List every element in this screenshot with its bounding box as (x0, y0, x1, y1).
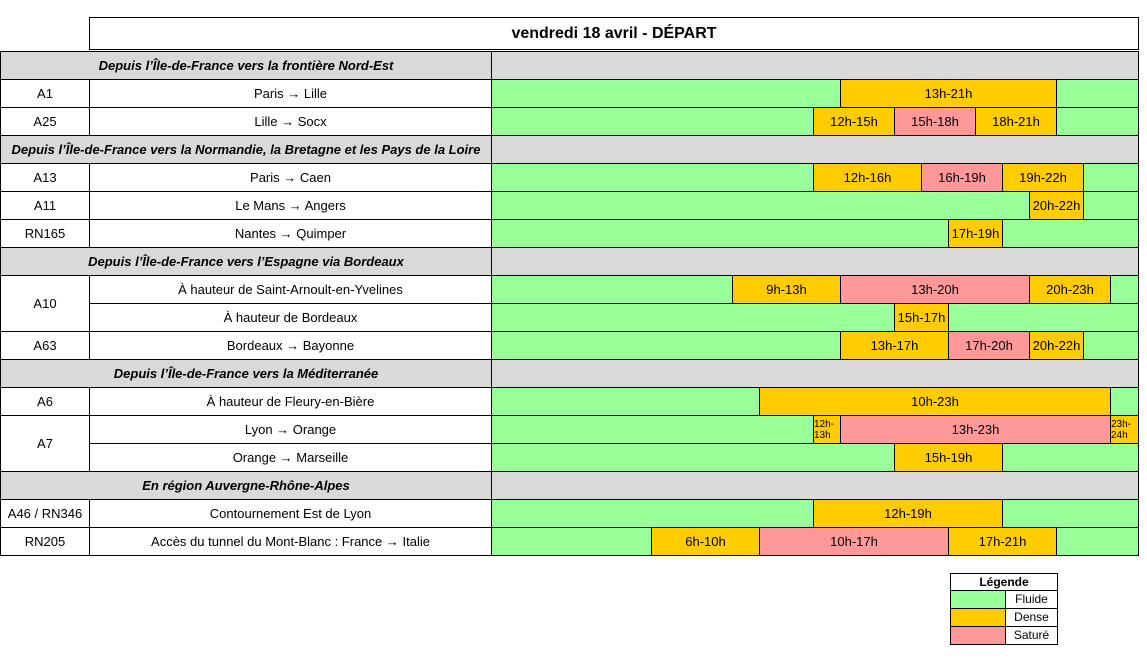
section-header-fill (491, 247, 1139, 276)
timeline-segment-fluide (1057, 79, 1139, 108)
timeline-segment-fluide (949, 303, 1139, 332)
timeline-segment-dense: 20h-22h (1030, 191, 1084, 220)
road-code: RN165 (0, 219, 90, 248)
section-header: En région Auvergne-Rhône-Alpes (0, 471, 492, 500)
legend-title: Légende (951, 574, 1057, 591)
timeline-segment-dense: 15h-19h (895, 443, 1003, 472)
timeline-segment-fluide (491, 415, 814, 444)
timeline-segment-fluide (491, 443, 895, 472)
legend-item-sature (951, 627, 1057, 644)
timeline-segment-fluide (491, 331, 841, 360)
section-header: Depuis l’Île-de-France vers la frontière Nord-Est (0, 51, 492, 80)
route-name: Le Mans → Angers (89, 191, 492, 220)
timeline-segment-sature: 17h-20h (949, 331, 1030, 360)
legend-label: Saturé (1013, 628, 1050, 642)
timeline-segment-dense: 20h-22h (1030, 331, 1084, 360)
timeline-segment-fluide (491, 527, 652, 556)
legend-swatch-fluide (951, 591, 1006, 608)
timeline-segment-dense: 13h-17h (841, 331, 949, 360)
timeline-segment-fluide (1003, 499, 1139, 528)
timeline-segment-dense: 23h-24h (1111, 415, 1139, 444)
page-title: vendredi 18 avril - DÉPART (89, 17, 1139, 50)
route-name: Accès du tunnel du Mont-Blanc : France → Italie (89, 527, 492, 556)
route-name: Contournement Est de Lyon (89, 499, 492, 528)
section-header-fill (491, 51, 1139, 80)
timeline-segment-fluide (1057, 527, 1139, 556)
timeline-segment-fluide (1057, 107, 1139, 136)
route-name: Paris → Lille (89, 79, 492, 108)
timeline-segment-dense: 12h-19h (814, 499, 1003, 528)
road-code: A10 (0, 275, 90, 332)
timeline-segment-fluide (491, 303, 895, 332)
road-code: A11 (0, 191, 90, 220)
timeline-segment-dense: 17h-21h (949, 527, 1057, 556)
timeline-segment-sature: 13h-23h (841, 415, 1111, 444)
timeline-segment-fluide (491, 219, 949, 248)
route-name: À hauteur de Bordeaux (89, 303, 492, 332)
route-name: Orange → Marseille (89, 443, 492, 472)
road-code: A6 (0, 387, 90, 416)
section-header-fill (491, 471, 1139, 500)
road-code: A46 / RN346 (0, 499, 90, 528)
route-name: Paris → Caen (89, 163, 492, 192)
road-code: A7 (0, 415, 90, 472)
section-header: Depuis l’Île-de-France vers la Normandie, la Bretagne et les Pays de la Loire (0, 135, 492, 164)
route-name: Nantes → Quimper (89, 219, 492, 248)
legend-swatch-dense (951, 609, 1006, 626)
timeline-segment-sature: 15h-18h (895, 107, 976, 136)
section-header: Depuis l’Île-de-France vers la Méditerranée (0, 359, 492, 388)
route-name: Lyon → Orange (89, 415, 492, 444)
road-code: A63 (0, 331, 90, 360)
timeline-segment-fluide (1084, 191, 1139, 220)
timeline-segment-fluide (1003, 219, 1139, 248)
timeline-segment-fluide (1084, 163, 1139, 192)
section-header-fill (491, 135, 1139, 164)
route-name: À hauteur de Saint-Arnoult-en-Yvelines (89, 275, 492, 304)
legend-label: Fluide (1015, 592, 1048, 606)
section-header-fill (491, 359, 1139, 388)
legend-swatch-sature (951, 627, 1006, 644)
legend-item-dense (951, 609, 1057, 627)
section-header: Depuis l’Île-de-France vers l’Espagne via Bordeaux (0, 247, 492, 276)
timeline-segment-dense: 10h-23h (760, 387, 1111, 416)
timeline-segment-dense: 6h-10h (652, 527, 760, 556)
timeline-segment-dense: 20h-23h (1030, 275, 1111, 304)
timeline-segment-dense: 17h-19h (949, 219, 1003, 248)
timeline-segment-dense: 18h-21h (976, 107, 1057, 136)
timeline-segment-fluide (491, 191, 1030, 220)
timeline-segment-dense: 12h-16h (814, 163, 922, 192)
timeline-segment-fluide (1111, 387, 1139, 416)
timeline-segment-dense: 12h-13h (814, 415, 841, 444)
legend-item-fluide (951, 591, 1057, 609)
timeline-segment-sature: 13h-20h (841, 275, 1030, 304)
timeline-segment-dense: 9h-13h (733, 275, 841, 304)
timeline-segment-dense: 12h-15h (814, 107, 895, 136)
timeline-segment-fluide (1111, 275, 1139, 304)
timeline-segment-dense: 15h-17h (895, 303, 949, 332)
timeline-segment-dense: 13h-21h (841, 79, 1057, 108)
timeline-segment-fluide (491, 275, 733, 304)
timeline-segment-sature: 10h-17h (760, 527, 949, 556)
timeline-segment-fluide (491, 79, 841, 108)
timeline-segment-dense: 19h-22h (1003, 163, 1084, 192)
timeline-segment-sature: 16h-19h (922, 163, 1003, 192)
legend (950, 573, 1058, 645)
road-code: A13 (0, 163, 90, 192)
timeline-segment-fluide (491, 387, 760, 416)
road-code: A1 (0, 79, 90, 108)
timeline-segment-fluide (491, 163, 814, 192)
legend-label: Dense (1014, 610, 1049, 624)
route-name: Bordeaux → Bayonne (89, 331, 492, 360)
road-code: RN205 (0, 527, 90, 556)
timeline-segment-fluide (1084, 331, 1139, 360)
road-code: A25 (0, 107, 90, 136)
route-name: Lille → Socx (89, 107, 492, 136)
timeline-segment-fluide (491, 107, 814, 136)
timeline-segment-fluide (1003, 443, 1139, 472)
route-name: À hauteur de Fleury-en-Bière (89, 387, 492, 416)
timeline-segment-fluide (491, 499, 814, 528)
